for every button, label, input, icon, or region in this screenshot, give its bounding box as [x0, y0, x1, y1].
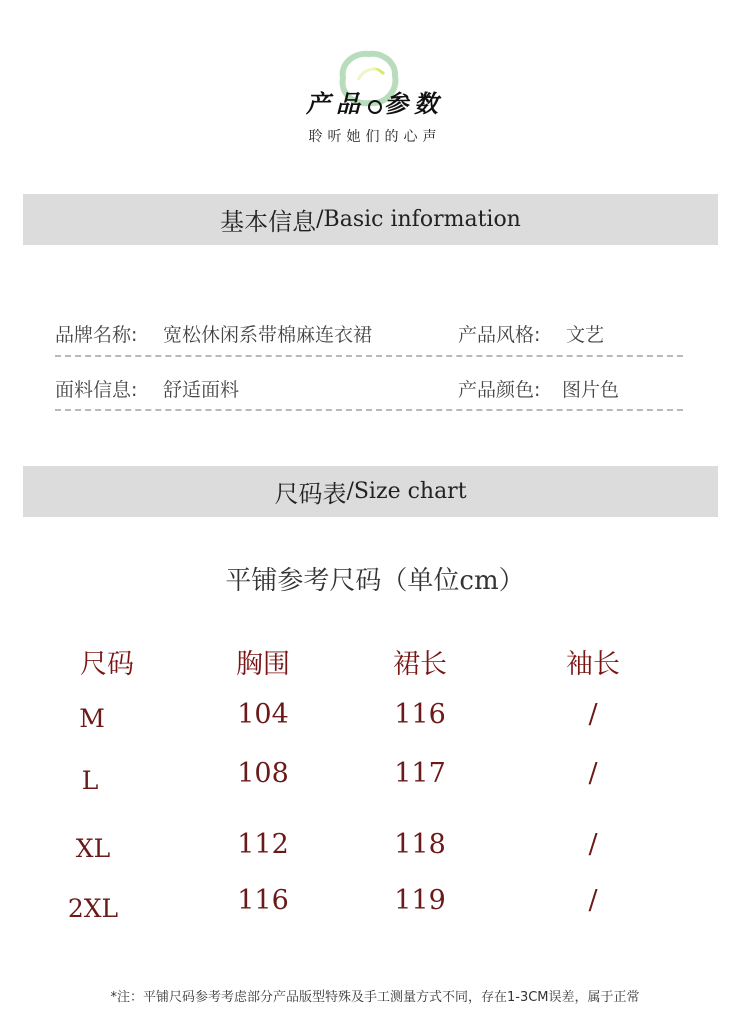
size-chart-header-cn: 尺码表 — [274, 480, 347, 508]
length-cell: 117 — [394, 758, 446, 789]
divider — [55, 409, 683, 411]
logo — [0, 48, 750, 128]
basic-info-header-cn: 基本信息 — [220, 208, 317, 236]
logo-subtitle: 聆听她们的心声 — [308, 129, 442, 145]
column-header-size: 尺码 — [80, 649, 134, 680]
color-value: 图片色 — [562, 379, 620, 401]
length-cell: 119 — [394, 885, 446, 916]
column-header-chest: 胸围 — [236, 649, 290, 680]
brand-label: 品牌名称: — [55, 324, 138, 346]
style-label: 产品风格: — [458, 324, 541, 346]
sleeve-cell: / — [588, 829, 598, 860]
footnote: *注：平铺尺码参考考虑部分产品版型特殊及手工测量方式不同，存在1-3CM误差，属于正常 — [110, 990, 640, 1005]
logo-title — [0, 84, 750, 119]
fabric-label: 面料信息: — [55, 379, 138, 401]
size-cell: L — [81, 766, 99, 795]
logo-title-part2: 参数 — [384, 89, 444, 118]
column-header-length: 裙长 — [393, 649, 447, 680]
brand-value: 宽松休闲系带棉麻连衣裙 — [163, 324, 373, 346]
fabric-value: 舒适面料 — [163, 379, 240, 401]
size-cell: XL — [75, 834, 111, 863]
size-cell: 2XL — [67, 894, 119, 923]
column-header-sleeve: 袖长 — [566, 649, 620, 680]
chest-cell: 108 — [237, 758, 289, 789]
size-chart-subtitle: 平铺参考尺码（单位cm） — [225, 566, 525, 596]
length-cell: 118 — [394, 829, 446, 860]
sleeve-cell: / — [588, 699, 598, 730]
basic-info-header-en: /Basic information — [316, 207, 521, 232]
basic-info-header — [23, 194, 718, 245]
logo-title-part1: 产品 — [306, 89, 366, 118]
chest-cell: 104 — [237, 699, 289, 730]
sleeve-cell: / — [588, 758, 598, 789]
divider — [55, 355, 683, 357]
chest-cell: 116 — [237, 885, 289, 916]
color-label: 产品颜色: — [458, 379, 541, 401]
size-cell: M — [79, 704, 105, 733]
size-chart-header-en: /Size chart — [346, 479, 467, 504]
size-chart-header — [23, 466, 718, 517]
sleeve-cell: / — [588, 885, 598, 916]
style-value: 文艺 — [566, 324, 605, 346]
logo-dot-icon — [368, 100, 382, 114]
length-cell: 116 — [394, 699, 446, 730]
chest-cell: 112 — [237, 829, 289, 860]
